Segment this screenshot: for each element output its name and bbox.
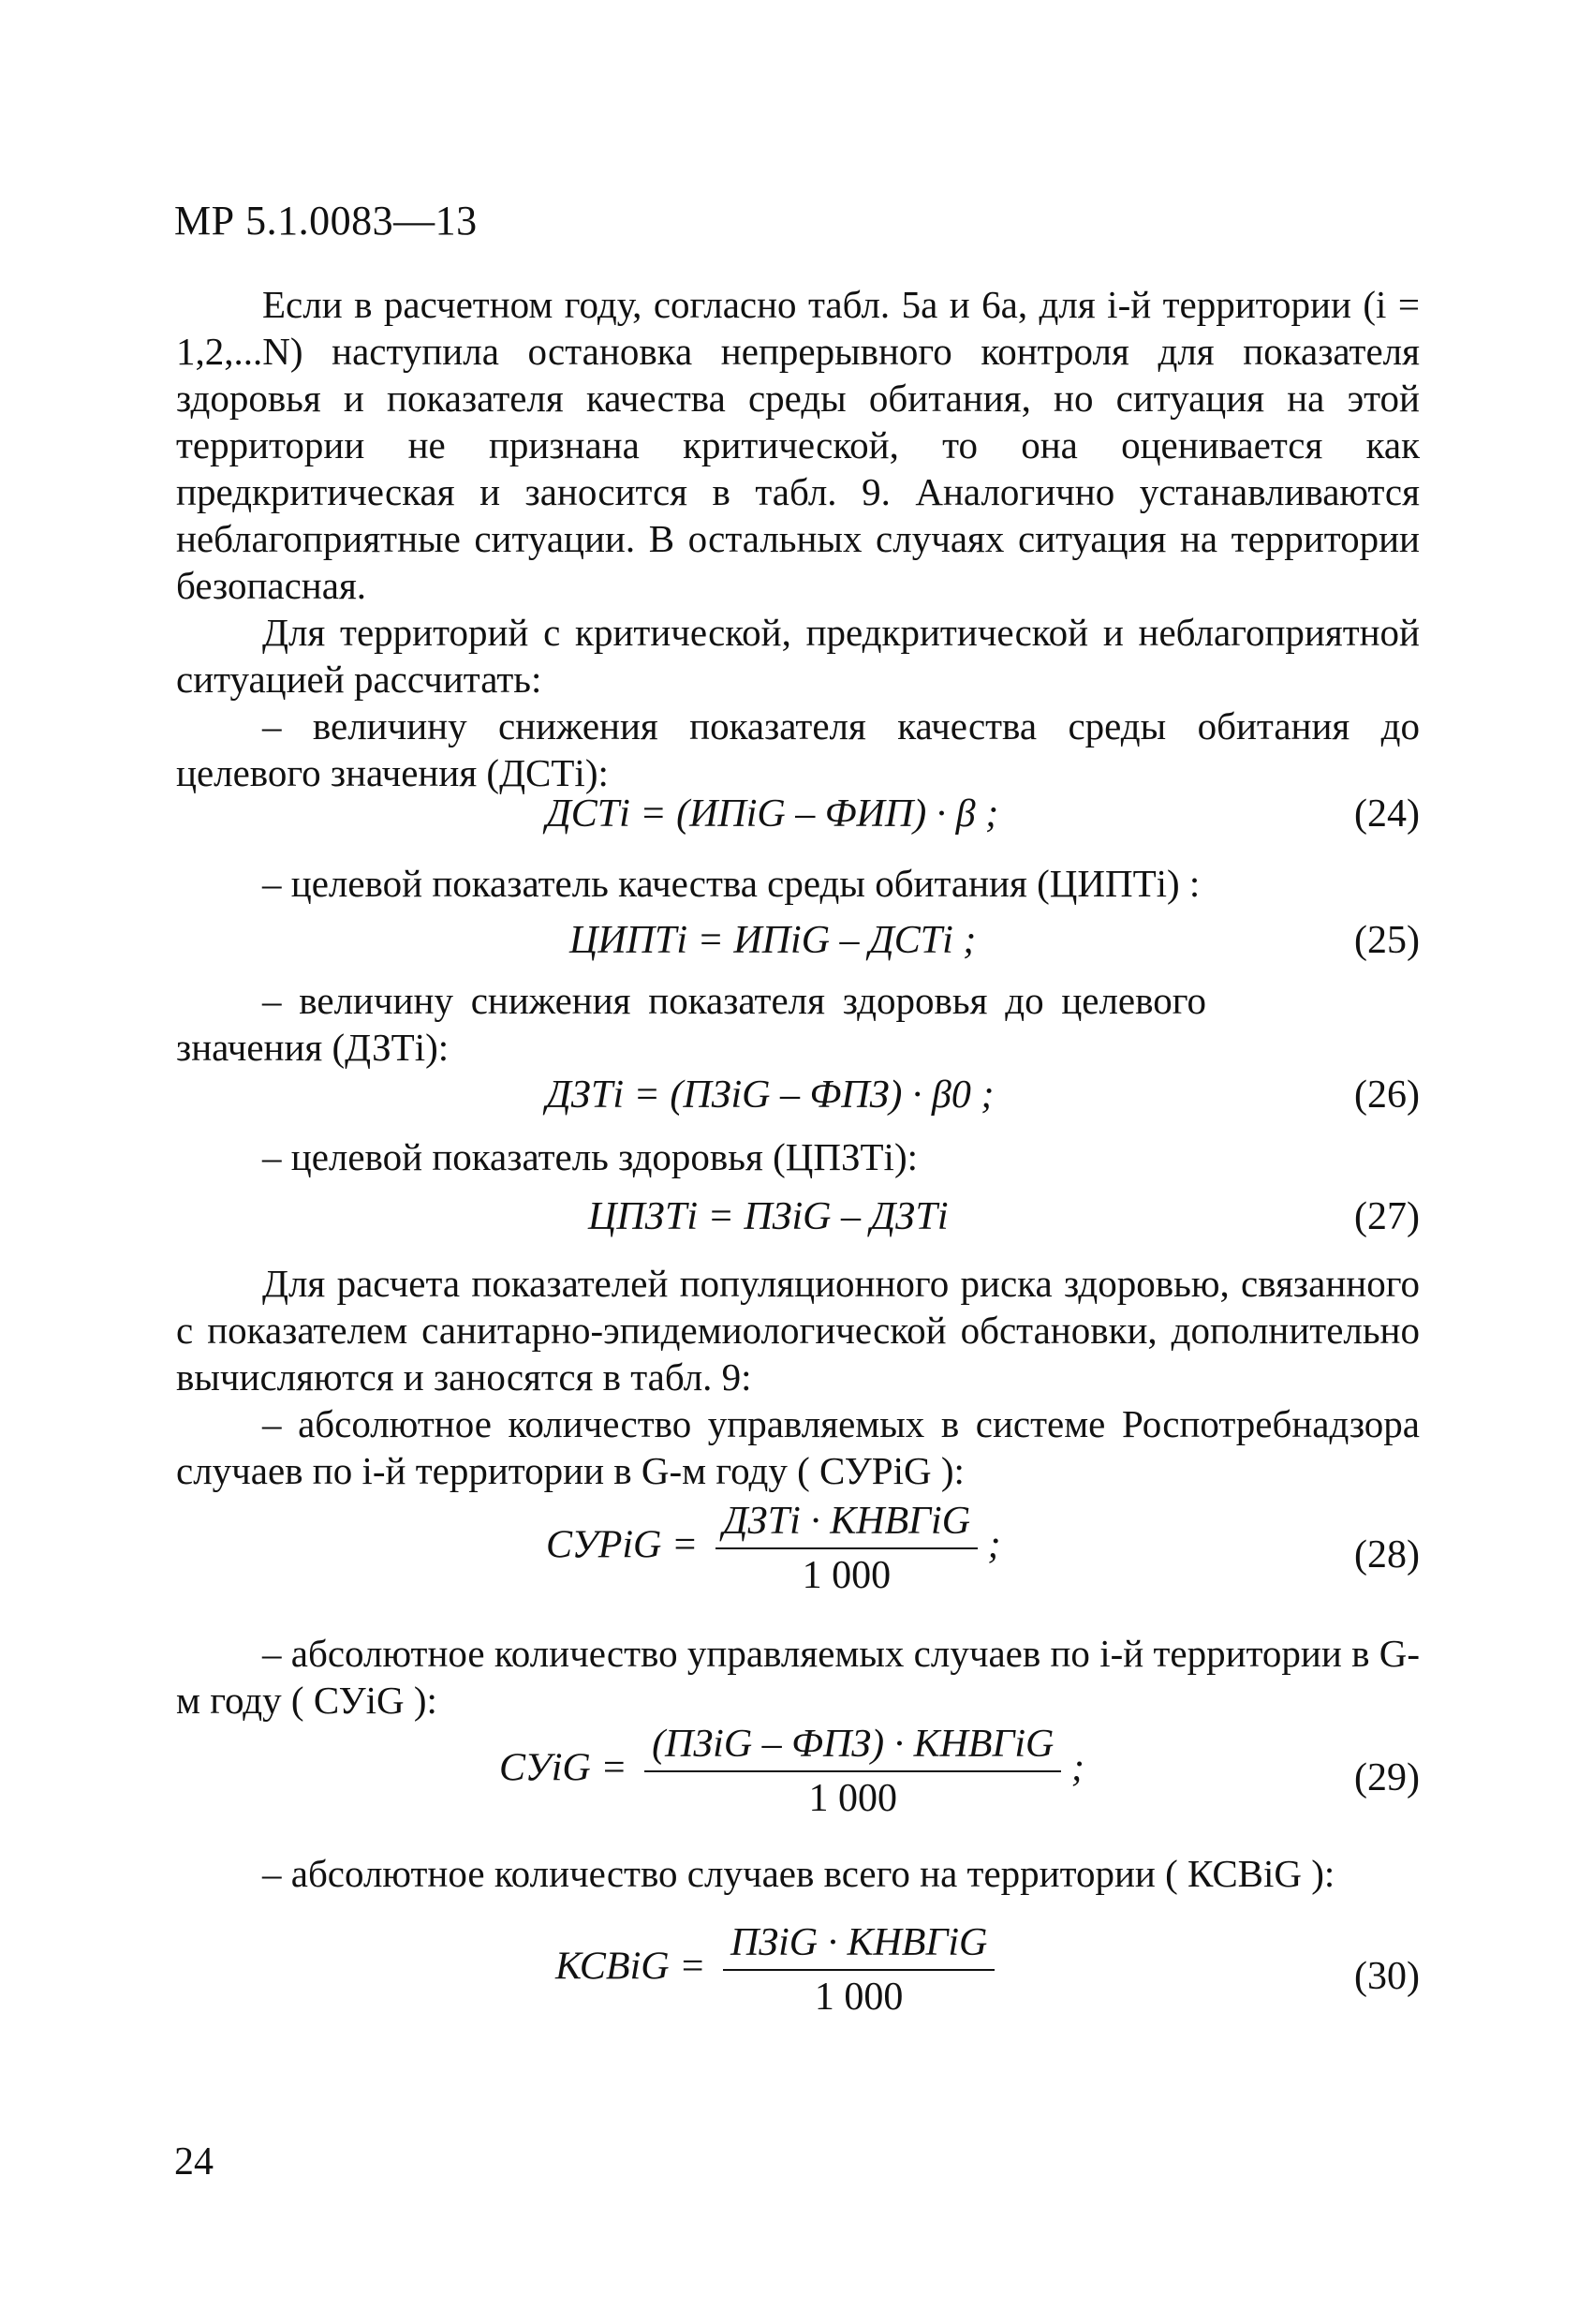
formula-29-number: (29) [1354, 1756, 1420, 1799]
formula-28-lhs: СУРiG = [546, 1523, 699, 1567]
formula-29-tail: ; [1070, 1746, 1084, 1790]
formula-24-number: (24) [1354, 792, 1420, 836]
text-block-1 [176, 281, 1420, 796]
formula-28 [176, 1499, 1420, 1611]
formula-30-numerator: ПЗiG · КНВГiG [723, 1920, 995, 1971]
formula-29-lhs: СУiG = [499, 1746, 627, 1790]
formula-24-expr: ДСТi = (ИПiG – ФИП) · β ; [546, 792, 999, 836]
item-dzt: – величину снижения показателя здоровья до целевого значения (ДЗТi): [176, 979, 1206, 1069]
formula-29-numerator: (ПЗiG – ФПЗ) · КНВГiG [644, 1722, 1061, 1772]
formula-28-fraction [715, 1499, 978, 1598]
formula-27-number: (27) [1354, 1195, 1420, 1238]
item-surp: – абсолютное количество управляемых в системе Роспотребнадзора случаев по i-й территории в G-м году ( СУРiG ): [176, 1402, 1420, 1492]
item-tsipt: – целевой показатель качества среды обитания (ЦИПТi) : [262, 862, 1201, 905]
formula-27-expr: ЦПЗТi = ПЗiG – ДЗТi [588, 1195, 949, 1238]
formula-26-expr: ДЗТi = (ПЗiG – ФПЗ) · β0 ; [546, 1073, 995, 1117]
formula-30 [176, 1920, 1420, 2033]
item-ksv: – абсолютное количество случаев всего на территории ( КСВiG ): [262, 1852, 1335, 1895]
formula-29-denominator: 1 000 [808, 1777, 897, 1820]
formula-30-denominator: 1 000 [814, 1976, 904, 2019]
paragraph-critical-situation: Если в расчетном году, согласно табл. 5а и 6а, для i-й территории (i = 1,2,...N) наступила остановка непрерывного контроля для показателя здоровья и показателя качества среды обитания, но ситуация на этой территории не признана критической, то она оценивается как предкритическая и заносится в табл. 9. Аналогично устанавливаются неблагоприятные ситуации. В остальных случаях ситуация на территории безопасная. [176, 283, 1420, 607]
formula-28-denominator: 1 000 [802, 1554, 892, 1597]
formula-25-number: (25) [1354, 919, 1420, 962]
item-su: – абсолютное количество управляемых случаев по i-й территории в G-м году ( СУiG ): [176, 1632, 1420, 1722]
document-code: МР 5.1.0083—13 [174, 198, 478, 244]
text-block-2 [176, 860, 1420, 907]
formula-25-expr: ЦИПТi = ИПiG – ДСТi ; [569, 919, 977, 962]
formula-29-fraction [644, 1722, 1061, 1821]
formula-28-number: (28) [1354, 1533, 1420, 1576]
page-number: 24 [174, 2140, 214, 2183]
formula-28-numerator: ДЗТi · КНВГiG [715, 1499, 978, 1549]
formula-30-fraction [723, 1920, 995, 2020]
paragraph-population-risk: Для расчета показателей популяционного риска здоровью, связанного с показателем санитарно-эпидемиологической обстановки, дополнительно вычисляются и заносятся в табл. 9: [176, 1262, 1420, 1399]
item-tspzt: – целевой показатель здоровья (ЦПЗТi): [262, 1135, 918, 1178]
paragraph-calc-intro: Для территорий с критической, предкритической и неблагоприятной ситуацией рассчитать: [176, 611, 1420, 701]
text-block-4 [176, 1133, 1420, 1180]
formula-26-number: (26) [1354, 1073, 1420, 1117]
text-block-6 [176, 1630, 1420, 1724]
formula-28-tail: ; [987, 1523, 1001, 1567]
formula-30-lhs: КСВiG = [555, 1945, 706, 1989]
formula-29 [176, 1722, 1420, 1834]
formula-30-number: (30) [1354, 1955, 1420, 1998]
text-block-3 [176, 977, 1206, 1071]
item-dst: – величину снижения показателя качества среды обитания до целевого значения (ДСТi): [176, 704, 1420, 794]
text-block-5 [176, 1260, 1420, 1494]
text-block-7 [176, 1850, 1420, 1897]
